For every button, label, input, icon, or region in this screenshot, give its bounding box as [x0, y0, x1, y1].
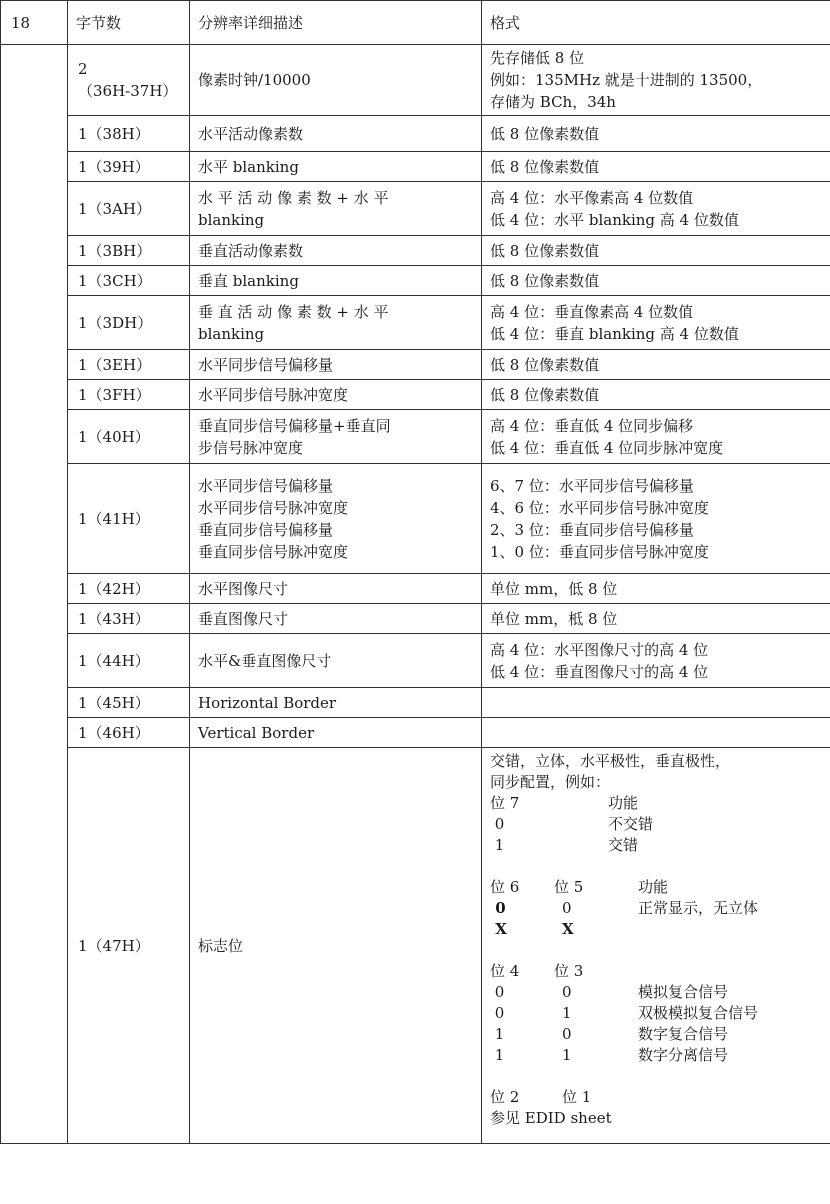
bytes-cell [68, 574, 190, 604]
bit21-header-text: 位 2 [490, 1088, 520, 1106]
format-cell [482, 688, 830, 718]
bit43-row-text: 1 [490, 1046, 505, 1064]
bit43-header-text: 位 4 [490, 962, 520, 980]
desc-cell [190, 116, 482, 152]
bit21-header-text: 位 1 [562, 1088, 592, 1106]
bytes-cell [68, 296, 190, 350]
desc-header: 分辨率详细描述 [190, 1, 482, 45]
table-row [1, 182, 830, 236]
format-cell-line: 低 4 位：水平 blanking 高 4 位数值 [490, 210, 739, 229]
format-cell [482, 266, 830, 296]
desc-cell [190, 604, 482, 634]
bytes-cell-line: （36H-37H） [78, 82, 178, 100]
format-cell [482, 634, 830, 688]
table-row-flags [1, 748, 830, 1144]
format-cell-line: 高 4 位：垂直像素高 4 位数值 [490, 302, 694, 321]
desc-cell-line: 水 平 活 动 像 素 数 + 水 平 [198, 188, 389, 207]
format-cell-line: 例如：135MHz 就是十进制的 13500， [490, 71, 763, 89]
bytes-cell-line: 1（38H） [78, 124, 150, 143]
desc-cell [190, 45, 482, 116]
bytes-cell [68, 604, 190, 634]
bit7-header-text: 位 7 [490, 794, 520, 812]
format-cell-line: 低 8 位像素数值 [490, 241, 600, 260]
format-cell-line: 1、0 位：垂直同步信号脉冲宽度 [490, 542, 709, 561]
bit65-header [490, 877, 822, 898]
bit7-row [490, 814, 822, 835]
desc-cell-line: 像素时钟/10000 [198, 71, 311, 89]
bit43-row-text: 双极模拟复合信号 [638, 1004, 759, 1022]
desc-cell-line: Vertical Border [198, 723, 315, 742]
format-cell-line: 高 4 位：水平像素高 4 位数值 [490, 188, 694, 207]
format-cell [482, 350, 830, 380]
flags-intro-line [490, 751, 822, 772]
bit65-row [490, 898, 822, 919]
desc-cell [190, 350, 482, 380]
bit65-header-text: 位 6 [490, 878, 520, 896]
desc-cell [190, 688, 482, 718]
bytes-cell-line: 1（3FH） [78, 385, 151, 404]
desc-cell-line: 水平同步信号脉冲宽度 [198, 498, 349, 517]
table-row [1, 236, 830, 266]
format-cell-line: 6、7 位：水平同步信号偏移量 [490, 476, 694, 495]
format-cell [482, 410, 830, 464]
bit43-row [490, 982, 822, 1003]
desc-cell-line: 步信号脉冲宽度 [198, 438, 304, 457]
bytes-cell [68, 116, 190, 152]
bit43-row-text: 0 [562, 1025, 572, 1043]
format-cell [482, 45, 830, 116]
desc-cell-line: 水平图像尺寸 [198, 579, 289, 598]
flags-intro-line-text: 同步配置，例如： [490, 773, 611, 791]
table-row [1, 266, 830, 296]
bit43-row-text: 0 [490, 1004, 505, 1022]
bytes-cell [68, 410, 190, 464]
desc-cell-line: 垂直活动像素数 [198, 241, 304, 260]
bit7-row [490, 835, 822, 856]
format-cell-line: 低 8 位像素数值 [490, 157, 600, 176]
desc-cell [190, 634, 482, 688]
bytes-cell [68, 182, 190, 236]
desc-cell [190, 236, 482, 266]
format-cell [482, 718, 830, 748]
format-cell [482, 380, 830, 410]
bytes-cell [68, 236, 190, 266]
bytes-header: 字节数 [68, 1, 190, 45]
bytes-cell [68, 266, 190, 296]
bit43-row-text: 模拟复合信号 [638, 983, 729, 1001]
bytes-cell-line: 1（3BH） [78, 241, 152, 260]
desc-cell-line: 水平 blanking [198, 157, 299, 176]
format-cell-line: 单位 mm，低 8 位 [490, 579, 618, 598]
desc-cell-line: Horizontal Border [198, 693, 337, 712]
bytes-cell-line: 1（39H） [78, 157, 150, 176]
table-row [1, 464, 830, 574]
bytes-cell [68, 718, 190, 748]
blank-line [490, 1066, 822, 1087]
format-cell [482, 236, 830, 266]
desc-cell [190, 464, 482, 574]
desc-cell-line: 水平同步信号偏移量 [198, 355, 334, 374]
bit43-row-text: 0 [490, 983, 505, 1001]
desc-cell-line: blanking [198, 210, 265, 229]
table-row [1, 116, 830, 152]
format-cell-line: 低 4 位：垂直图像尺寸的高 4 位 [490, 662, 709, 681]
bit43-row [490, 1024, 822, 1045]
bytes-cell [68, 380, 190, 410]
desc-cell [190, 410, 482, 464]
bit7-row-text: 交错 [608, 836, 639, 854]
flags-footer-text: 参见 EDID sheet [490, 1109, 612, 1127]
format-cell-line: 先存储低 8 位 [490, 49, 585, 67]
blank-line [490, 940, 822, 961]
desc-cell [190, 718, 482, 748]
bit7-row-text: 不交错 [608, 815, 654, 833]
desc-cell-line: 垂直同步信号偏移量+垂直同 [198, 416, 391, 435]
index-spacer-cell [1, 45, 68, 1144]
table-row [1, 350, 830, 380]
bit7-header-text: 功能 [608, 794, 639, 812]
bit43-header-text: 位 3 [554, 962, 584, 980]
bit65-header-text: 位 5 [554, 878, 584, 896]
format-cell [482, 296, 830, 350]
desc-cell-line: 垂直同步信号脉冲宽度 [198, 542, 349, 561]
table-row [1, 152, 830, 182]
table-row [1, 574, 830, 604]
table-row [1, 380, 830, 410]
desc-cell-line: 垂直图像尺寸 [198, 609, 289, 628]
table-row [1, 604, 830, 634]
bit65-row-text: 正常显示，无立体 [638, 899, 759, 917]
desc-cell-line: 水平活动像素数 [198, 124, 304, 143]
bit65-header-text: 功能 [638, 878, 669, 896]
table-row [1, 688, 830, 718]
bytes-cell-line: 1（47H） [78, 936, 150, 955]
bit43-row-text: 1 [490, 1025, 505, 1043]
bytes-cell-line: 1（40H） [78, 427, 150, 446]
desc-cell-line: 垂 直 活 动 像 素 数 + 水 平 [198, 302, 389, 321]
bytes-cell [68, 45, 190, 116]
format-cell-line: 2、3 位：垂直同步信号偏移量 [490, 520, 694, 539]
desc-cell [190, 748, 482, 1144]
bytes-cell-line: 1（44H） [78, 651, 150, 670]
format-cell-line: 低 4 位：垂直 blanking 高 4 位数值 [490, 324, 739, 343]
bit43-row-text: 1 [562, 1046, 572, 1064]
blank-line [490, 856, 822, 877]
flags-intro-line [490, 772, 822, 793]
bit43-row-text: 数字复合信号 [638, 1025, 729, 1043]
bytes-cell-line: 1（3AH） [78, 199, 152, 218]
bit65-row-text: X [490, 920, 507, 938]
bytes-cell-line: 2 [78, 60, 88, 78]
bytes-cell [68, 634, 190, 688]
bit43-row [490, 1003, 822, 1024]
bit65-row-text: 0 [490, 899, 506, 917]
bytes-cell-line: 1（41H） [78, 509, 150, 528]
format-cell [482, 116, 830, 152]
bit43-row [490, 1045, 822, 1066]
desc-cell [190, 182, 482, 236]
format-cell-line: 高 4 位：水平图像尺寸的高 4 位 [490, 640, 709, 659]
format-cell [482, 152, 830, 182]
bit21-header [490, 1087, 822, 1108]
format-cell [482, 464, 830, 574]
bytes-cell-line: 1（3DH） [78, 313, 153, 332]
bit65-row [490, 919, 822, 940]
flags-intro-line-text: 交错，立体，水平极性，垂直极性， [490, 752, 731, 770]
format-cell [482, 182, 830, 236]
desc-cell-line: 水平同步信号偏移量 [198, 476, 334, 495]
bit43-row-text: 1 [562, 1004, 572, 1022]
bytes-cell [68, 350, 190, 380]
bytes-cell-line: 1（45H） [78, 693, 150, 712]
bytes-cell-line: 1（3CH） [78, 271, 152, 290]
bytes-cell-line: 1（46H） [78, 723, 150, 742]
bit43-row-text: 数字分离信号 [638, 1046, 729, 1064]
desc-cell [190, 266, 482, 296]
bytes-cell [68, 748, 190, 1144]
flags-format-cell [482, 748, 830, 1144]
table-row [1, 718, 830, 748]
bit65-row-text: X [562, 920, 574, 938]
desc-cell-line: blanking [198, 324, 265, 343]
bytes-cell [68, 464, 190, 574]
bit43-header [490, 961, 822, 982]
desc-cell-line: 水平&垂直图像尺寸 [198, 651, 332, 670]
table-header-row [1, 1, 830, 45]
format-cell-line: 单位 mm，柢 8 位 [490, 609, 618, 628]
flags-footer [490, 1108, 822, 1129]
bit7-header [490, 793, 822, 814]
format-cell-line: 低 8 位像素数值 [490, 124, 600, 143]
table-row [1, 296, 830, 350]
bit43-row-text: 0 [562, 983, 572, 1001]
table-row [1, 45, 830, 116]
bytes-cell-line: 1（42H） [78, 579, 150, 598]
format-cell-line: 高 4 位：垂直低 4 位同步偏移 [490, 416, 694, 435]
desc-cell-line: 标志位 [198, 936, 244, 955]
format-cell-line: 4、6 位：水平同步信号脉冲宽度 [490, 498, 709, 517]
desc-cell-line: 水平同步信号脉冲宽度 [198, 385, 349, 404]
bytes-cell-line: 1（3EH） [78, 355, 152, 374]
bytes-cell-line: 1（43H） [78, 609, 150, 628]
desc-cell [190, 380, 482, 410]
desc-cell [190, 574, 482, 604]
table-row [1, 410, 830, 464]
format-cell-line: 低 8 位像素数值 [490, 355, 600, 374]
format-cell-line: 低 8 位像素数值 [490, 271, 600, 290]
format-cell-line: 低 4 位：垂直低 4 位同步脉冲宽度 [490, 438, 724, 457]
bytes-cell [68, 152, 190, 182]
format-cell-line: 存储为 BCh，34h [490, 93, 616, 111]
desc-cell-line: 垂直同步信号偏移量 [198, 520, 334, 539]
bit7-row-text: 1 [490, 836, 505, 854]
bit65-row-text: 0 [562, 899, 572, 917]
format-cell [482, 574, 830, 604]
bytes-cell [68, 688, 190, 718]
bit7-row-text: 0 [490, 815, 505, 833]
table-row [1, 634, 830, 688]
format-cell-line: 低 8 位像素数值 [490, 385, 600, 404]
format-header: 格式 [482, 1, 830, 45]
index-cell: 18 [1, 1, 68, 45]
desc-cell [190, 296, 482, 350]
format-cell [482, 604, 830, 634]
desc-cell [190, 152, 482, 182]
desc-cell-line: 垂直 blanking [198, 271, 299, 290]
